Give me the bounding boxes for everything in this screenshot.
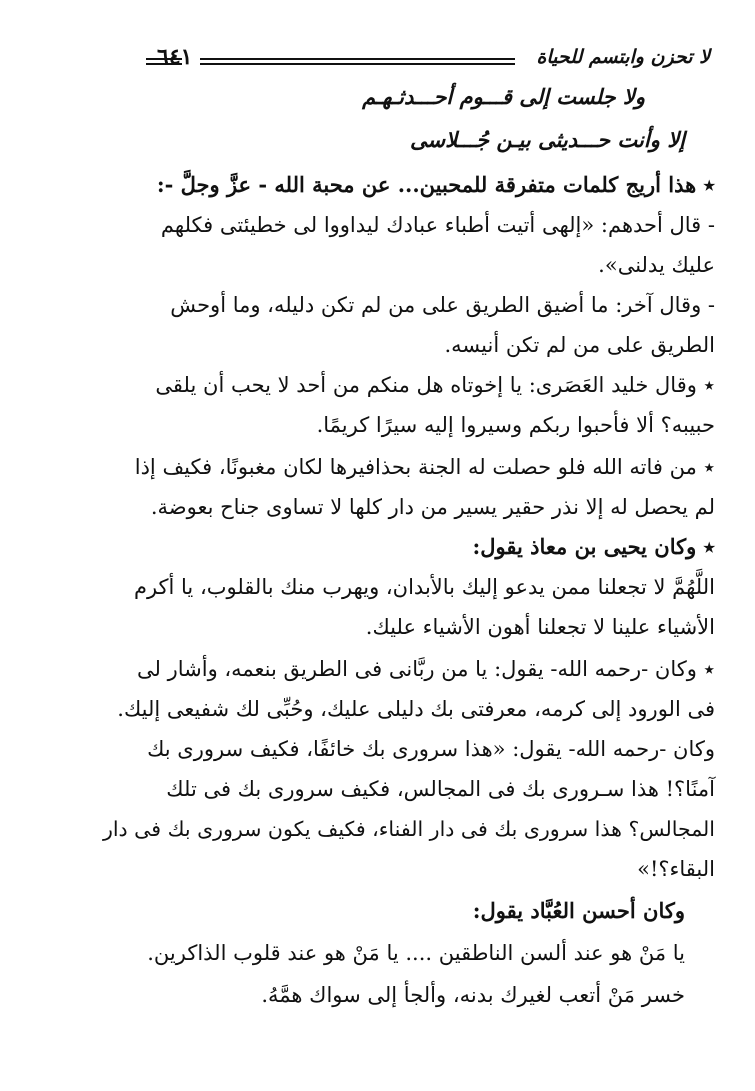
running-title: لا تحزن وابتسم للحياة <box>536 46 710 68</box>
text-line: البقاء؟!» <box>637 857 715 881</box>
text-line: الأشياء علينا لا تجعلنا أهون الأشياء عليك. <box>365 615 715 639</box>
page-number: ٦٤١ <box>157 44 193 70</box>
text-line: ٭ وكان يحيى بن معاذ يقول: <box>472 534 715 559</box>
text-line: ٭ من فاته الله فلو حصلت له الجنة بحذافيرها لكان مغبونًا، فكيف إذا <box>134 455 715 479</box>
text-line: اللَّهُمَّ لا تجعلنا ممن يدعو إليك بالأبدان، ويهرب منك بالقلوب، يا أكرم <box>133 575 715 599</box>
text-line: - قال أحدهم: «إلهى أتيت أطباء عبادك ليداووا لى خطيئتى فكلهم <box>160 213 715 237</box>
poem-verse-1: ولا جلست إلى قـــوم أحـــدثـهـم <box>362 84 645 109</box>
text-line: ٭ وقال خليد العَصَرى: يا إخوتاه هل منكم من أحد لا يحب أن يلقى <box>155 373 715 397</box>
text-line: خسر مَنْ أتعب لغيرك بدنه، وألجأ إلى سواك همَّهُ. <box>261 983 685 1007</box>
text-line: فى الورود إلى كرمه، معرفتى بك دليلى عليك، وحُبِّى لك شفيعى إليك. <box>117 697 715 721</box>
poem-verse-2: إلا وأنت حـــديثى بيـن جُـــلاسى <box>409 127 685 152</box>
text-line: وكان -رحمه الله- يقول: «هذا سرورى بك خائفًا، فكيف سرورى بك <box>147 737 715 761</box>
text-line: وكان أحسن العُبَّاد يقول: <box>472 898 685 923</box>
text-line: يا مَنْ هو عند ألسن الناطقين .... يا مَنْ هو عند قلوب الذاكرين. <box>147 941 685 965</box>
text-line: ٭ وكان -رحمه الله- يقول: يا من ربَّانى فى الطريق بنعمه، وأشار لى <box>137 657 715 681</box>
text-line: - وقال آخر: ما أضيق الطريق على من لم تكن دليله، وما أوحش <box>170 293 715 317</box>
header-rule <box>200 58 515 65</box>
page-header <box>105 40 710 78</box>
text-line: المجالس؟ هذا سرورى بك فى دار الفناء، فكيف يكون سرورى بك فى دار <box>102 817 715 841</box>
text-line: لم يحصل له إلا نذر حقير يسير من دار كلها لا تساوى جناح بعوضة. <box>150 495 715 519</box>
header-rule-left <box>146 58 182 65</box>
text-line: آمنًا؟! هذا سـرورى بك فى المجالس، فكيف سرورى بك فى تلك <box>166 777 715 801</box>
text-line: حبيبه؟ ألا فأحبوا ربكم وسيروا إليه سيرًا كريمًا. <box>316 413 715 437</box>
text-line: الطريق على من لم تكن أنيسه. <box>444 333 715 357</box>
text-line: عليك يدلنى». <box>598 253 715 277</box>
section-heading: ٭ هذا أريج كلمات متفرقة للمحبين... عن محبة الله - عزَّ وجلَّ -: <box>156 172 715 197</box>
